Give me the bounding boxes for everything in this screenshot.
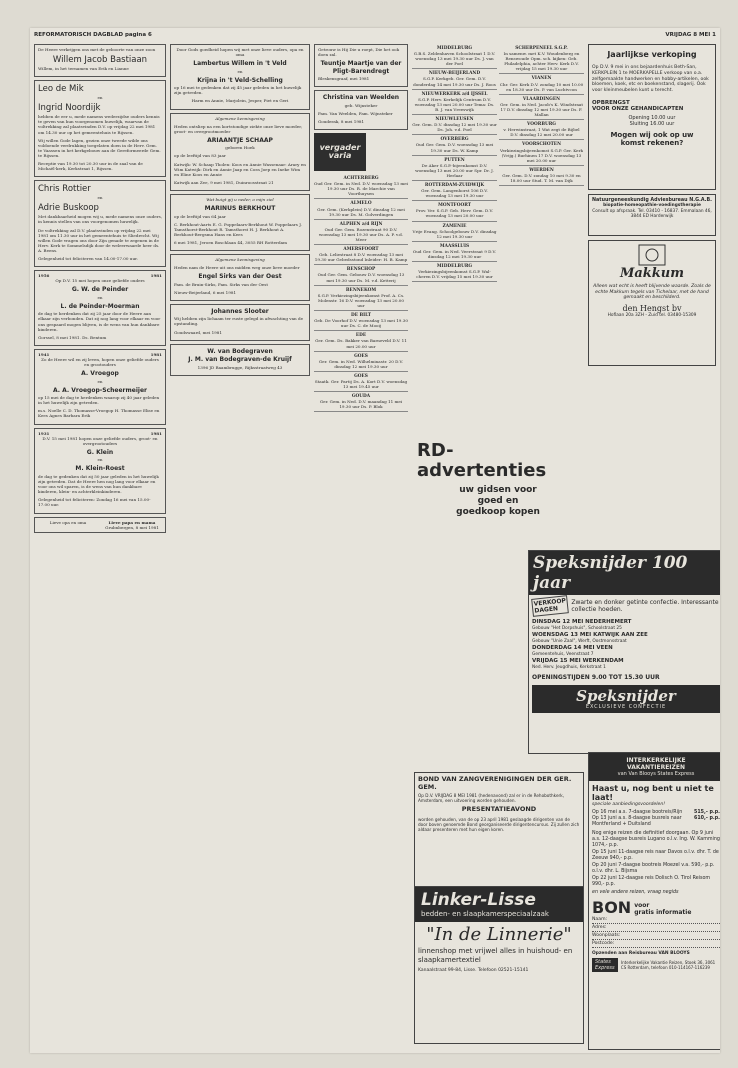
ob-open: Opening 10.00 uur [628,114,676,121]
column-ads-right [588,44,716,370]
wedding-announcement-2 [34,180,166,267]
listing-item [314,286,408,311]
wedding-body-1: hebben de eer u, mede namens wederzijdse ouders kennis te geven van hun voorgenomen huwelijk, waarvan de voltrekking zal plaatsvinden D.V. op vrijdag 22 mei 1981 om 14.30 uur op het gemeentehuis te Rijssen. [38,114,160,135]
anniversary-name-2a: A. Vroegop [81,370,119,378]
listing-item [314,372,408,392]
listing-item [412,201,497,221]
pligt-name: Teuntje Maartje van der Pligt-Barendregt [320,60,402,75]
listing-place: DE BILT [350,313,371,319]
listing-text: Ger. Gem. Langenhorst 106 D.V. woensdag 13 mei 19.30 uur [421,188,488,199]
page-header [30,32,720,42]
years-start-1: 1956 [38,273,50,279]
slooter-body: Wij hebben zijn lichaam ter ruste gelegd in afwachting van de opstanding. [174,316,303,327]
listing-item [412,115,497,135]
ik-more: en vele andere reizen, vraag negids [592,890,679,895]
anniversary-announcement-3 [34,428,166,514]
listing-place: NIEUWLEUSEN [435,117,474,123]
speks-d3: DONDERDAG 14 MEI VEEN [532,645,613,651]
years-end-1: 1981 [150,273,162,279]
anniversary-name-3a: G. Klein [86,448,114,456]
anniversary-announcement-1 [34,270,166,346]
nat-sub: biopatie-homeopathie-voedingstherapie [603,203,701,209]
listing-text: Staatk. Ger. Partij Ds. A. Kort D.V. woensdag 13 mei 19.45 uur [314,378,408,390]
vergader-varia-logo: vergader varia [314,133,366,171]
bon-sub [634,902,691,916]
listing-place: GOUDA [351,394,371,400]
greeting-loc: Grubnbergen, 8 mei 1981 [105,524,159,530]
anniversary-recep-3: Gelegenheid tot feliciteren: Zondag 16 mei van 15.00-17.00 uur. [38,497,151,508]
listing-text: Oud Ger. Gem. D.V. woensdag 13 mei 19.30 uur Ds. W. Kamp [415,142,494,153]
birth-announcement [34,44,166,77]
anniversary-intro-2: Zo de Heere wil en zij leven, hopen onze geliefde ouders en grootouders [41,356,159,367]
listing-text: Ger. Gem. D.V. zondag 10 mei 9.30 en 18.00 uur Stud. T. M. van Dijk [502,172,581,183]
listing-place: MIDDELBURG [436,46,473,51]
weelden-loc: Gouderak, 8 mei 1981 [318,118,365,124]
listing-item [314,199,408,219]
speks-logo-band [532,685,720,713]
listing-item [314,245,408,265]
listing-text: Oud Ger. Gem. Gebouw D.V. woensdag 13 mei 19.30 uur Ds. M. v.d. Ketterij [317,272,405,283]
listing-text: Ger. Gem. D.V. dinsdag 12 mei 19.30 uur Ds. Joh. v.d. Poel [412,122,497,133]
berkhout-age: op de leeftijd van 64 jaar [174,213,226,219]
ik-b3: Op 20 juni 7-daagse bootreis Moezel v.a. 590,- p.p. o.l.v. dhr. L. Bijsma [592,863,715,874]
schaap-name: ARIAANTJE SCHAAP [207,136,273,144]
ob-q1: Mogen wij ook op uw [610,130,694,139]
speks-dates [532,619,720,671]
obituary-schaap [170,113,310,191]
linnerie-addr: Kanaalstraat 99-84, Lisse. Telefoon 02521-15141 [418,968,529,973]
listing-text: Oud Ger. Gem. in Ned. Veerstraat 9 D.V. dinsdag 12 mei 19.30 uur [412,248,497,259]
ik-b1: Nog enige reizen die definitief doorgaan. Op 9 juni a.s. 12-daagse busreis Lugano o.l.v. Ing. W. Kamming 1074,- p.p. [592,831,720,848]
bond-body: Op D.V. VRIJDAG 8 MEI 1981 (hedenavond) zal er in de Rehobothkerk, Amsterdam, een uitvoering worden gehouden. [418,793,564,804]
sirks-sign: Fam. de Bruin-Sirks, Fam. Sirks van der Oest [174,281,268,287]
bon-sub1: voor [634,902,650,909]
bon-field-naam[interactable]: Naam: [592,916,720,924]
wedding-body-2b: De voltrekking zal D.V. plaatsvinden op vrijdag 22 mei 1981 om 11.30 uur in het gemeentehuis te Sliedrecht. Wij willen Gode vragen ons door Zijn genade te zegenen in de Herv. Kerk te Sommelsdijk door de weleerwaarde heer ds. A. Beens. [38,227,160,253]
makkum-ad [588,240,716,366]
linnerie-sub: linnenshop met vrijwel alles in huishoud- en slaapkamertextiel [418,947,573,964]
weelden-sign: Fam. Van Weelden, Fam. Wijnsteker [318,110,393,116]
intveld-and: en [237,68,243,74]
listing-text: Ger. Gem. in Ned. D.V. maandag 11 mei 19.30 uur Ds. P. Blok [319,399,403,410]
listing-item [314,174,408,199]
bon-form [592,916,720,948]
intveld-name: Lambertus Willem in 't Veld [193,60,287,68]
listing-place: NIEUW-BEIJERLAND [428,71,481,77]
grandparents-greeting [34,517,166,533]
listing-item [314,220,408,245]
bride-name-2: Adrie Buskoop [38,203,99,214]
column-family-ads-2 [170,44,310,1049]
anniversary-body-2: op 15 mei de dag te herdenken waarop zij 40 jaar geleden in het huwelijk zijn getreden. [38,395,160,406]
bon-field-postcode[interactable]: Postcode: [592,940,720,948]
greeting-left: Lieve opa en oma [49,519,87,525]
bride-name-1: Ingrid Noordijk [38,103,101,114]
berkhout-loc: 6 mei 1981, Jeroen Boschlaan 44, 3055 RH Rotterdam [174,239,287,245]
listing-item [499,95,584,120]
bodegraven-name2: J. M. van Bodegraven-de Kruijf [188,356,292,364]
listing-text: Oud Ger. Gem. Rozenstraat 90 D.V. woensdag 13 mei 19.30 uur Ds. A. P. v.d. Meer [318,226,404,242]
schaap-body: Heden ontsliep na een kortstondige ziekte onze lieve moeder, groot- en overgrootmoeder [174,123,303,134]
sirks-loc: Nieuw-Beijerland, 6 mei 1981 [174,289,237,295]
wedding-reception-2: Gelegenheid tot feliciteren van 14.00-17.00 uur. [38,255,138,261]
listing-text: Prov. Ver. S.G.P. Geb. Herv. Gem. D.V. woensdag 13 mei 20.00 uur [415,208,494,219]
anniversary-int-veld [170,44,310,110]
ik-b4: Op 22 juni 12-daagse reis Dolisch O. Tirol Reisom 990,- p.p. [592,876,711,887]
linnerie-title: "In de Linnerie" [426,924,572,945]
obituary-pligt [314,44,408,87]
wedding-reception-1: Receptie van 19.30 tot 20.30 uur in de zaal van de Michaël-kerk, Kerkstraat 1, Rijssen. [38,161,143,172]
anniversary-and-3: en [97,457,103,463]
speks-d2b: Gebouw "Unie Zaal", Werft, Oostmonsstraat [532,638,627,644]
speks-tag1: VERKOOP [533,597,567,608]
listing-item [314,265,408,285]
ob-q2: komst rekenen? [620,138,684,147]
makkum-title: Makkum [619,266,685,281]
listing-text: Geb. Leliestraat 8 D.V. woensdag 13 mei 19.30 uur Gebedsstond Inleider: H. B. Kamp [314,252,408,263]
listing-place: BENSCHOP [346,267,376,273]
ob-title2: VOOR ONZE GEHANDICAPTEN [592,105,684,112]
jv-title: Jaarlijkse verkoping [607,50,697,59]
listing-place: OVERBERG [440,137,469,143]
bon-header [592,900,720,916]
listing-item [499,74,584,94]
sirks-body: Heden nam de Heere uit ons midden weg onze lieve moeder [174,265,300,271]
listing-text: Ger. Gem. Ds. Bakker van Barneveld D.V. 11 mei 20.00 uur [315,338,407,349]
makkum-addr: Hoflaan 20a 3ZH - Zuid tel. 03480-15309 [607,312,697,318]
wedding-body-1b: Wij willen Gode lagen, gezien onze tweede wilde ons voldoende verdrukking toegelaten doen in de Herv. Gem. te Vaassen in het kerkgebouw aan de Gereformeerde Gem. te Rijssen. [38,137,161,158]
listing-item [499,44,584,74]
natuurgeneeskundig-ad [588,194,716,236]
listing-item [412,135,497,155]
linker-band [415,887,583,922]
listing-text: In samenw. met K.V. Woudenberg en Renswoude Opm. sch. kijken: Geb. Philadelphia, achter Herv. Kerk D.V. vrijdag 15 mei 19.30 uur [503,51,580,72]
listing-text: Geb. De Voorhof D.V. woensdag 13 mei 19.30 uur Ds. C. de Mooij [314,318,408,329]
bond-title: BOND VAN ZANGVERENIGINGEN DER GER. GEM. [418,775,572,791]
listing-text: Ger. Gem. in Ned. Jacob's K. Windstraat 17 D.V. dinsdag 12 mei 19.30 uur Ds. F. Mallan [499,101,584,118]
speks-d4b: Ned. Herv. Jeugdhuis, Kerkstraat 1 [532,664,606,670]
groom-name-1: Leo de Mik [38,84,84,95]
listing-text: Ger. Gem. (Kerkplein) D.V. dinsdag 12 mei 19.30 uur Ds. M. Golverdingen [317,206,405,217]
listing-place: VIANEN [531,76,552,82]
jv-body: Op D.V. 9 mei in ons bejaardenhuis Beth-San, KERKPLEIN 1 te MOERKAPELLE verkoop van o.a. zelfgemaakte handwerken en hobby-artikelen, ook bloemen, koek, etc en boekenstand, slagerij. Ook voor kleinmeubelen kunt u terecht. [592,65,709,94]
obituary-slooter [170,304,310,341]
linker-lisse-ad [414,886,584,1044]
ob-close: Sluiting 16.00 uur [629,120,675,127]
rd-title: RD-advertenties [417,440,547,481]
groom-name-2: Chris Rottier [38,184,91,195]
anniversary-kids-2: m.s. Noelle C. D. Thomasse-Vroegop H. Thomasse Elise en Kees Agnes Barbara Erik [38,408,160,419]
jaarlijkse-verkoping-ad [588,44,716,190]
meeting-listings-2 [412,44,497,282]
listing-item [314,331,408,351]
pligt-loc: Bleskensgraaf, mei 1981 [318,76,370,82]
speksnijder-ad [528,550,720,754]
listing-item [412,44,497,69]
wedding-body-2: Met dankbaarheid mogen wij u, mede namens onze ouders, in kennis stellen van ons voorgenomen huwelijk. [38,214,162,225]
column-vergader-1 [314,44,408,1049]
bon-sub2: gratis informatie [634,909,692,916]
listing-item [499,166,584,186]
makkum-body: Alleen wat echt is heeft blijvende waarde. Zoals de echte Makkum tegels van Tichelaar, met de hand gemaakt en beschilderd. [593,284,711,301]
listing-place: NIEUWERKERK a/d IJSSEL [421,91,488,97]
listing-place: ROTTERDAM-ZUIDWIJK [424,182,485,188]
pligt-body: Getrouw is Hij Die u roept, Die het ook doen zal. [318,47,400,58]
listing-text: Verkiezingsbijeenkomst S.G.P. Ger. Kerk (Vrijg.) Burhinen 17 D.V. woensdag 13 mei 20.00 uur [499,147,584,163]
schaap-sub: geboren Hoek [225,145,255,151]
anniversary-bodegraven [170,344,310,376]
bon-addr: Interkerkelijke Vakantie Reizen, Stoek 36, 3061 CS Rotterdam, telefoon 010-114167-116239 [620,960,716,971]
years-start-3: 1931 [38,430,50,436]
schaap-loc: Katwijk aan Zee, 9 mei 1981, Duinroosstraat 21 [174,179,274,185]
speks-tag2: DAGEN [534,605,559,615]
ik-sub: van Van Blooys States Express [617,771,695,777]
listing-item [412,181,497,201]
speks-logo-sub: EXCLUSIEVE CONFECTIE [585,704,667,710]
anniversary-announcement-2 [34,349,166,425]
speks-tag [531,595,569,617]
ik-r2-price: 610,- p.p. [693,816,720,821]
nat-body: Consult op afspraak. Tel. 03410 - 16837. Emmalaan 46, 3844 ED Harderwijk [592,208,712,219]
listing-item [412,156,497,181]
anniversary-intro-1: Op D.V. 15 mei hopen onze geliefde ouders [55,278,145,284]
anniversary-name-2b: A. A. Vroegop-Scheermeijer [53,386,147,394]
bodegraven-loc: 1396 JD Baambrugge, Rijksstraatweg 43 [197,364,283,370]
berkhout-name: MARINUS BERKHOUT [204,205,276,212]
intveld-body: op 16 mei te gedenken dat zij 45 jaar geleden in het huwelijk zijn getreden. [174,85,302,96]
listing-text: Oud Ger. Gem. in Ned. D.V. woensdag 13 mei 19.30 uur Ds. R. de Marchie van Voorthuysen [314,181,408,197]
listing-item [412,262,497,282]
listing-text: S.G.P. Verkiezingsbijeenkomst Prof. A. Cs. Molenstr. 16 D.V. woensdag 13 mei 20.00 uur [317,292,405,308]
anniversary-name-1b: L. de Peinder-Moerman [60,302,140,310]
greeting-mid: Lieve papa en mama [108,519,156,525]
listing-place: AMERSFOORT [343,247,379,253]
sirks-name: Engel Sirks van der Oest [198,273,282,281]
bon-field-adres[interactable]: Adres: [592,924,720,932]
bodegraven-name: W. van Bodegraven [207,347,273,355]
header-right: VRIJDAG 8 MEI 1 [665,32,716,38]
years-end-2: 1981 [150,351,162,357]
speks-d1: DINSDAG 12 MEI NEDERHEMERT [532,619,632,625]
ik-r2: Op 13 juni a.s. 8-daagse busreis naar Montferland + Duitsland [592,816,682,827]
speks-d3b: Gemeentehuis, Veenstraat 7 [532,651,594,657]
speks-logo: Speksnijder [576,687,676,705]
ik-h2: speciale aanbiedingsvoordelen! [592,802,666,807]
weelden-sub: geb. Wijnsteker [344,102,378,108]
and-2: en [97,195,103,201]
linker-title: Linker-Lisse [421,890,536,910]
listing-place: MIDDELBURG [436,264,473,270]
birth-name: Willem Jacob Bastiaan [52,55,148,66]
anniversary-name-1a: G. W. de Peinder [71,286,129,294]
listing-place: MONTFOORT [438,203,471,209]
anniversary-loc-1: Gorssel, 8 mei 1981. Ds. Bentum [38,334,107,340]
anniversary-and-2: en [97,378,103,384]
slooter-name: Johannes Slooter [211,307,269,315]
listing-place: VOORSCHOTEN [521,142,562,148]
listing-place: ZAMENIE [442,223,467,229]
obituary-sirks [170,254,310,301]
listing-item [412,222,497,242]
listing-place: EDE [355,333,367,339]
wedding-announcement-1 [34,80,166,177]
bon-field-woonplaats[interactable]: Woonplaats: [592,932,720,940]
listing-place: WIERDEN [529,167,554,173]
listing-text: De Aker S.G.P.-bijeenkomst D.V. woensdag 13 mei 20.00 uur Spr. Dr. J. Herlaar [415,162,494,178]
listing-text: S.G.P. Kerkgeb. Ger. Gem. D.V. donderdag 14 mei 19.30 uur Ds. J. Roos [413,76,496,87]
bond-zangverenigingen-ad [414,772,584,888]
greeting-right [102,520,162,530]
obituary-berkhout [170,194,310,251]
listing-item [499,120,584,140]
presentatie-title: PRESENTATIEAVOND [461,805,537,814]
rd-sub3: goedkoop kopen [456,507,540,517]
listing-item [412,242,497,262]
listing-place: ALPHEN a/d RIJN [339,221,383,227]
ik-h: Haast u, nog bent u niet te laat! [592,784,714,802]
bon-send: Opzenden aan Reisbureau VAN BLOOYS [592,951,690,956]
vakantiereizen-ad [588,752,720,1050]
birth-intro: De Heere verkrijgen ons met de geboorte van onze zoon [38,47,156,52]
weelden-name: Christina van Weelden [322,94,400,102]
anniversary-body-1: de dag te herdenken dat zij 25 jaar door de Heere aan elkaar zijn verbonden. Dat zij nog lang voor elkaar en voor ons gespaard mogen blijven, is de wens van hun dankbare kinderen. [38,311,161,332]
speks-d2: WOENSDAG 13 MEI KATWIJK AAN ZEE [532,632,648,638]
berkhout-head: Wat buigt gij u neder, o mijn ziel [206,196,274,202]
schaap-list: Katwijk: W. Schaap Tholen: Koos en Annie Wassenaar: Arary en Wim Katwijk: Dirk en Annie Jaap en Cora Joep en Ineke Wim en Eline Koos en Annie [174,161,306,177]
berkhout-list: C. Berkhout-Aarts E. G. Poppelaars-Berkhout W. Poppelaars J. Tamsthorst-Berkhout R. Tamsthorst H. J. Berkhout A. Berkhout-Bergsma Hans en Kees [174,221,302,237]
bon-logo: States Express [592,958,618,972]
listing-text: Verkiezingsbijeenkomst S.G.P. Wal-cheren D.V. vrijdag 15 mei 19.30 uur [416,269,493,280]
listing-item [314,392,408,412]
anniversary-body-3: de dag te gedenken dat zij 50 jaar geleden in het huwelijk zijn getreden. Dat de Heere hen nog lang voor elkaar en voor ons wil sparen, is de wens van hun dankbare kinderen, klein- en achterkleinkinderen. [38,473,159,495]
listing-item [499,140,584,165]
listing-item [314,311,408,331]
ik-r1-price: 515,- p.p. [693,810,720,815]
ik-offers [592,810,720,896]
listing-text: v. Herwinstraat, 1 Wat zegt de Bijbel D.V. dinsdag 12 mei 20.00 uur [503,127,580,138]
listing-item [412,90,497,115]
listing-item [412,69,497,89]
listing-text: Ger. Gem. in Ned. Wilhelminastr. 20 D.V. dinsdag 12 mei 19.30 uur [318,358,404,369]
listing-text: S.G.P. Herv. Kerkelijk Centrum D.V. woensdag 13 mei 20.00 uur Tema: Ds. B. J. van Vreeswijk [414,96,495,112]
makkum-store: den Hengst bv [622,303,682,313]
anniversary-intro-3: D.V. 15 mei 1981 hopen onze geliefde ouders, groot- en overgrootouders [42,435,158,446]
rd-advertenties-ad [414,438,582,532]
listing-text: Vrije Evang. Schoolgebouw D.V. dinsdag 12 mei 19.30 uur [412,228,497,239]
church-listings [499,44,584,282]
intveld-sign: Harm en Annie, Marjolein, Jesper, Piet en Geri [191,98,289,104]
slooter-loc: Goudswaard, mei 1981 [174,329,222,335]
listing-place: GOES [354,353,368,359]
listing-text: G.B.S. Zeldenhaven Schoolstraat 1 D.V. woensdag 13 mei 19.30 uur Ds. J. van der Poel [413,51,496,67]
listing-place: GOES [354,373,368,379]
ik-r1: Op 16 mei a.s. 7-daagse bootreis/Rijn [592,810,683,815]
sirks-head: Algemene kennisgeving [215,256,265,262]
column-family-ads-1 [34,44,166,1049]
header-left: REFORMATORISCH DAGBLAD pagina 6 [34,32,152,38]
anniversary-and-1: en [97,294,103,300]
listing-place: PUTTEN [444,157,465,163]
tile-icon [638,244,666,266]
listing-place: VLAARDINGEN [522,96,561,102]
ik-title1: INTERKERKELIJKE [626,757,686,764]
speks-open: OPENINGSTIJDEN 9.00 TOT 15.30 UUR [532,674,660,681]
ik-band [589,753,720,781]
speks-sub: Zwarte en donker getinte confectie. Interessante collectie hoeden. [571,599,719,613]
nat-title: Natuurgeneeskundig Adviesbureau N.G.A.B. [592,198,712,203]
newspaper-page [30,28,720,1053]
rd-sub1: uw gidsen voor [459,485,537,495]
rd-sub2: goed en [477,496,519,506]
intveld-name2: Krijna in 't Veld-Schelling [197,76,283,84]
listing-place: BENNEKOM [345,287,377,293]
listing-place: ACHTERBERG [343,176,379,182]
obituary-weelden [314,90,408,130]
schaap-age: op de leeftijd van 83 jaar [174,153,226,159]
listing-place: SCHERPENEEL S.G.P. [515,46,568,51]
ik-b2: Op 15 juni 11-daagse reis naar Davos o.l.v. dhr. T. de Zeeuw 940,- p.p. [592,850,719,861]
linker-sub: bedden- en slaapkamerspeciaalzaak [421,910,549,918]
anniversary-name-3b: M. Klein-Roest [75,465,125,473]
listing-item [314,352,408,372]
bon-title: BON [592,898,632,917]
intveld-intro: Door Gods goedheid hopen wij met onze lieve ouders, opa en oma [176,47,304,58]
listing-text: Chr. Ger. Kerk D.V. zondag 10 mei 10.00 en 18.30 uur Ds. P. van Luchtvcon [499,81,584,92]
meeting-listings-1 [314,174,408,412]
listing-place: VOORBURG [527,122,556,128]
birth-sub: Willem, in het ternamen van Erik en Lianne [38,66,129,72]
listing-place: MAASSLUIS [439,243,470,249]
years-start-2: 1941 [38,351,50,357]
years-end-3: 1981 [150,430,162,436]
ik-title2: VAKANTIEREIZEN [626,764,686,771]
speks-d4: VRIJDAG 15 MEI WERKENDAM [532,658,624,664]
schaap-head: Algemene kennisgeving [215,115,265,121]
speks-d1b: Gebouw "Het Dorpshuis", Schoolstraat 25 [532,625,622,631]
listing-place: ALMELO [350,201,372,207]
and-1: en [97,95,103,101]
presentatie-body: worden gehouden, van de op 23 april 1981 geslaagde dirigenten van de door boven genoemde Bond georganiseerde dirigentencursus. Zij zullen zich aldaar presenteren met hun eigen koren. [418,816,580,833]
speks-title: Speksnijder 100 jaar [529,551,720,595]
ob-title1: OPBRENGST [592,99,630,106]
